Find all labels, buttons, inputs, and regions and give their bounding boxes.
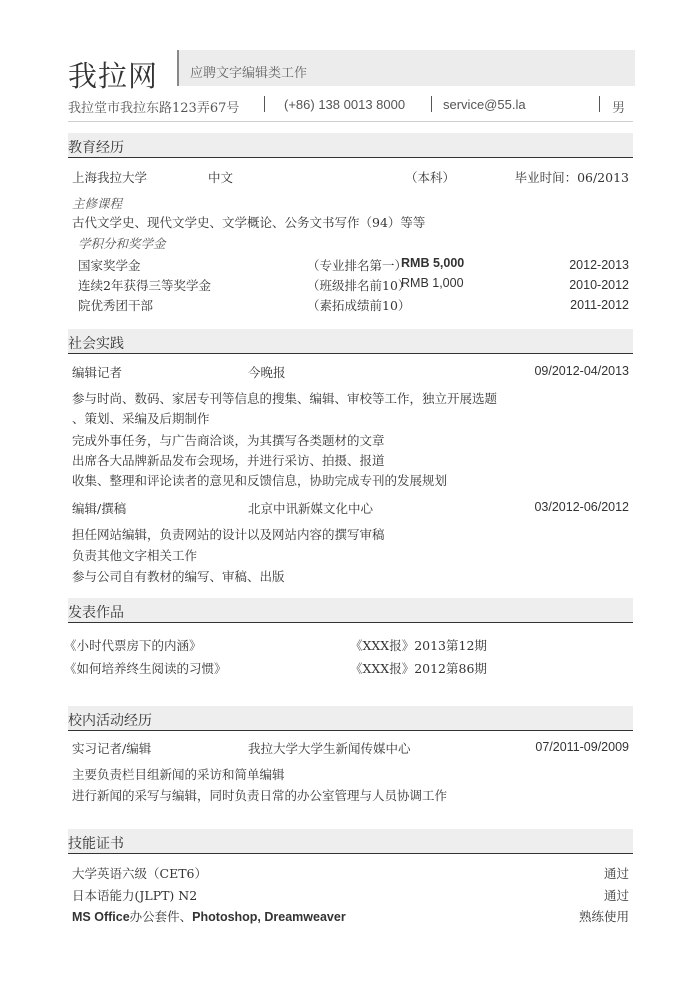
skill-status: 通过 bbox=[603, 888, 629, 903]
job-line: 担任网站编辑，负责网站的设计以及网站内容的撰写审稿 bbox=[72, 527, 385, 542]
edu-school: 上海我拉大学 bbox=[72, 170, 148, 185]
resume-name: 我拉网 bbox=[68, 59, 159, 93]
skill-status: 通过 bbox=[603, 866, 629, 881]
award-name: 院优秀团干部 bbox=[78, 298, 154, 313]
section-bar-campus bbox=[68, 706, 633, 730]
job-line: 收集、整理和评论读者的意见和反馈信息，协助完成专刊的发展规划 bbox=[72, 473, 448, 488]
campus-line: 主要负责栏目组新闻的采访和简单编辑 bbox=[72, 767, 285, 782]
skill-office-b: 办公套件、 bbox=[129, 909, 193, 924]
job-period: 03/2012-06/2012 bbox=[534, 500, 629, 514]
campus-line: 进行新闻的采写与编辑，同时负责日常的办公室管理与人员协调工作 bbox=[72, 788, 448, 803]
edu-courses: 古代文学史、现代文学史、文学概论、公务文书写作（94）等等 bbox=[72, 215, 426, 230]
award-rank: （专业排名第一） bbox=[307, 258, 408, 273]
section-title-skills: 技能证书 bbox=[68, 836, 124, 852]
job-line: 参与时尚、数码、家居专刊等信息的搜集、编辑、审校等工作，独立开展选题 bbox=[72, 391, 498, 406]
skill-status: 熟练使用 bbox=[578, 909, 629, 924]
skill-office-c: Photoshop, Dreamweaver bbox=[192, 910, 346, 924]
job-line: 出席各大品牌新品发布会现场，并进行采访、拍摄、报道 bbox=[72, 453, 385, 468]
work-title: 《如何培养终生阅读的习惯》 bbox=[64, 661, 227, 676]
campus-role: 实习记者/编辑 bbox=[72, 741, 152, 756]
job-role: 编辑记者 bbox=[72, 365, 123, 380]
address: 我拉堂市我拉东路123弄67号 bbox=[68, 101, 240, 116]
campus-period: 07/2011-09/2009 bbox=[535, 740, 629, 754]
skill-name: 大学英语六级（CET6） bbox=[72, 866, 207, 881]
work-title: 《小时代票房下的内涵》 bbox=[64, 638, 202, 653]
section-line bbox=[68, 353, 633, 354]
section-bar-practice bbox=[68, 329, 633, 353]
award-name: 国家奖学金 bbox=[78, 258, 141, 273]
section-line bbox=[68, 730, 633, 731]
award-amount: RMB 1,000 bbox=[401, 276, 464, 290]
edu-graduation: 毕业时间：06/2013 bbox=[514, 170, 629, 185]
section-line bbox=[68, 853, 633, 854]
edu-courses-label: 主修课程 bbox=[72, 196, 123, 211]
edu-degree: （本科） bbox=[405, 170, 456, 185]
award-year: 2012-2013 bbox=[569, 258, 629, 272]
award-rank: （素拓成绩前10） bbox=[307, 298, 411, 313]
job-line: 参与公司自有教材的编写、审稿、出版 bbox=[72, 569, 285, 584]
section-bar-skills bbox=[68, 829, 633, 853]
skill-name: 日本语能力(JLPT) N2 bbox=[72, 888, 198, 903]
work-source: 《XXX报》2013第12期 bbox=[350, 638, 487, 653]
job-line: 、策划、采编及后期制作 bbox=[72, 411, 210, 426]
skill-office-a: MS Office bbox=[72, 910, 130, 924]
section-title-campus: 校内活动经历 bbox=[68, 713, 152, 729]
header-divider bbox=[68, 121, 633, 122]
skill-office bbox=[72, 907, 346, 925]
section-title-education: 教育经历 bbox=[68, 140, 124, 156]
award-rank: （班级排名前10） bbox=[307, 278, 411, 293]
email: service@55.la bbox=[443, 97, 526, 112]
work-source: 《XXX报》2012第86期 bbox=[350, 661, 487, 676]
job-line: 完成外事任务，与广告商洽谈，为其撰写各类题材的文章 bbox=[72, 433, 385, 448]
section-bar-education bbox=[68, 133, 633, 157]
award-amount: RMB 5,000 bbox=[401, 256, 465, 270]
award-name: 连续2年获得三等奖学金 bbox=[78, 278, 211, 293]
edu-awards-label: 学积分和奖学金 bbox=[78, 236, 166, 251]
award-year: 2011-2012 bbox=[570, 298, 629, 312]
phone: (+86) 138 0013 8000 bbox=[284, 97, 406, 112]
campus-org: 我拉大学大学生新闻传媒中心 bbox=[248, 741, 411, 756]
section-line bbox=[68, 622, 633, 623]
gender: 男 bbox=[612, 101, 626, 116]
job-period: 09/2012-04/2013 bbox=[534, 364, 629, 378]
section-bar-works bbox=[68, 598, 633, 622]
section-line bbox=[68, 157, 633, 158]
contact-divider bbox=[431, 96, 432, 112]
edu-major: 中文 bbox=[208, 170, 234, 185]
job-org: 北京中讯新媒文化中心 bbox=[248, 501, 374, 516]
objective-text: 应聘文字编辑类工作 bbox=[190, 66, 308, 81]
job-role: 编辑/撰稿 bbox=[72, 501, 127, 516]
award-year: 2010-2012 bbox=[569, 278, 629, 292]
section-title-works: 发表作品 bbox=[68, 605, 124, 621]
section-title-practice: 社会实践 bbox=[68, 336, 124, 352]
contact-divider bbox=[264, 96, 265, 112]
contact-divider bbox=[599, 96, 600, 112]
job-line: 负责其他文字相关工作 bbox=[72, 548, 198, 563]
job-org: 今晚报 bbox=[248, 365, 286, 380]
